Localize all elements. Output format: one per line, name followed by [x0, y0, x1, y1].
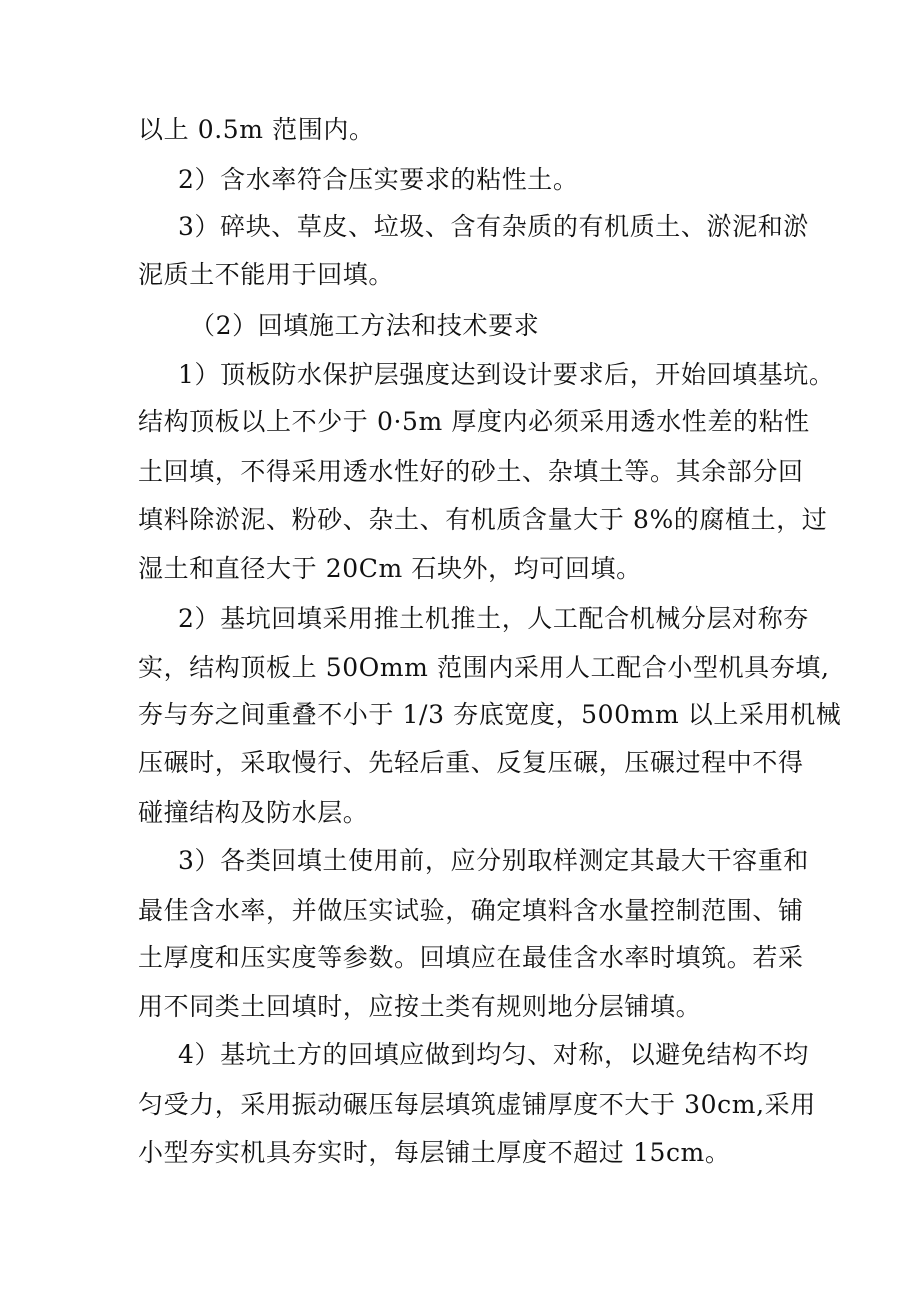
list-item-line: 2）含水率符合压实要求的粘性土。 [178, 165, 579, 194]
text-line: 小型夯实机具夯实时，每层铺土厚度不超过 15cm。 [138, 1138, 731, 1167]
text-line: 用不同类土回填时，应按土类有规则地分层铺填。 [138, 992, 702, 1021]
list-item-line: 2）基坑回填采用推土机推土，人工配合机械分层对称夯 [178, 604, 809, 633]
text-line: 土回填，不得采用透水性好的砂土、杂填土等。其余部分回 [138, 457, 804, 486]
list-item-line: 1）顶板防水保护层强度达到设计要求后，开始回填基坑。 [178, 360, 835, 389]
text-line: 泥质土不能用于回填。 [138, 260, 395, 289]
list-item-line: 4）基坑土方的回填应做到均匀、对称，以避免结构不均 [178, 1040, 809, 1069]
text-line: 匀受力，采用振动碾压每层填筑虚铺厚度不大于 30cm,采用 [138, 1090, 816, 1119]
text-line: 湿土和直径大于 20Cm 石块外，均可回填。 [138, 554, 642, 583]
text-line: 以上 0.5m 范围内。 [138, 115, 375, 144]
text-line: 碰撞结构及防水层。 [138, 798, 369, 827]
text-line: 夯与夯之间重叠不小于 1/3 夯底宽度，500mm 以上采用机械 [138, 700, 842, 729]
text-line: 填料除淤泥、粉砂、杂土、有机质含量大于 8%的腐植土，过 [138, 505, 828, 534]
text-line: 压碾时，采取慢行、先轻后重、反复压碾，压碾过程中不得 [138, 748, 804, 777]
text-line: 实，结构顶板上 50Omm 范围内采用人工配合小型机具夯填, [138, 653, 830, 682]
text-line: 最佳含水率，并做压实试验，确定填料含水量控制范围、铺 [138, 896, 804, 925]
text-line: 结构顶板以上不少于 0·5m 厚度内必须采用透水性差的粘性 [138, 407, 810, 436]
list-item-line: 3）碎块、草皮、垃圾、含有杂质的有机质土、淤泥和淤 [178, 212, 809, 241]
text-line: 土厚度和压实度等参数。回填应在最佳含水率时填筑。若采 [138, 943, 804, 972]
list-item-line: 3）各类回填土使用前，应分别取样测定其最大干容重和 [178, 846, 809, 875]
section-heading: （2）回填施工方法和技术要求 [190, 311, 540, 340]
